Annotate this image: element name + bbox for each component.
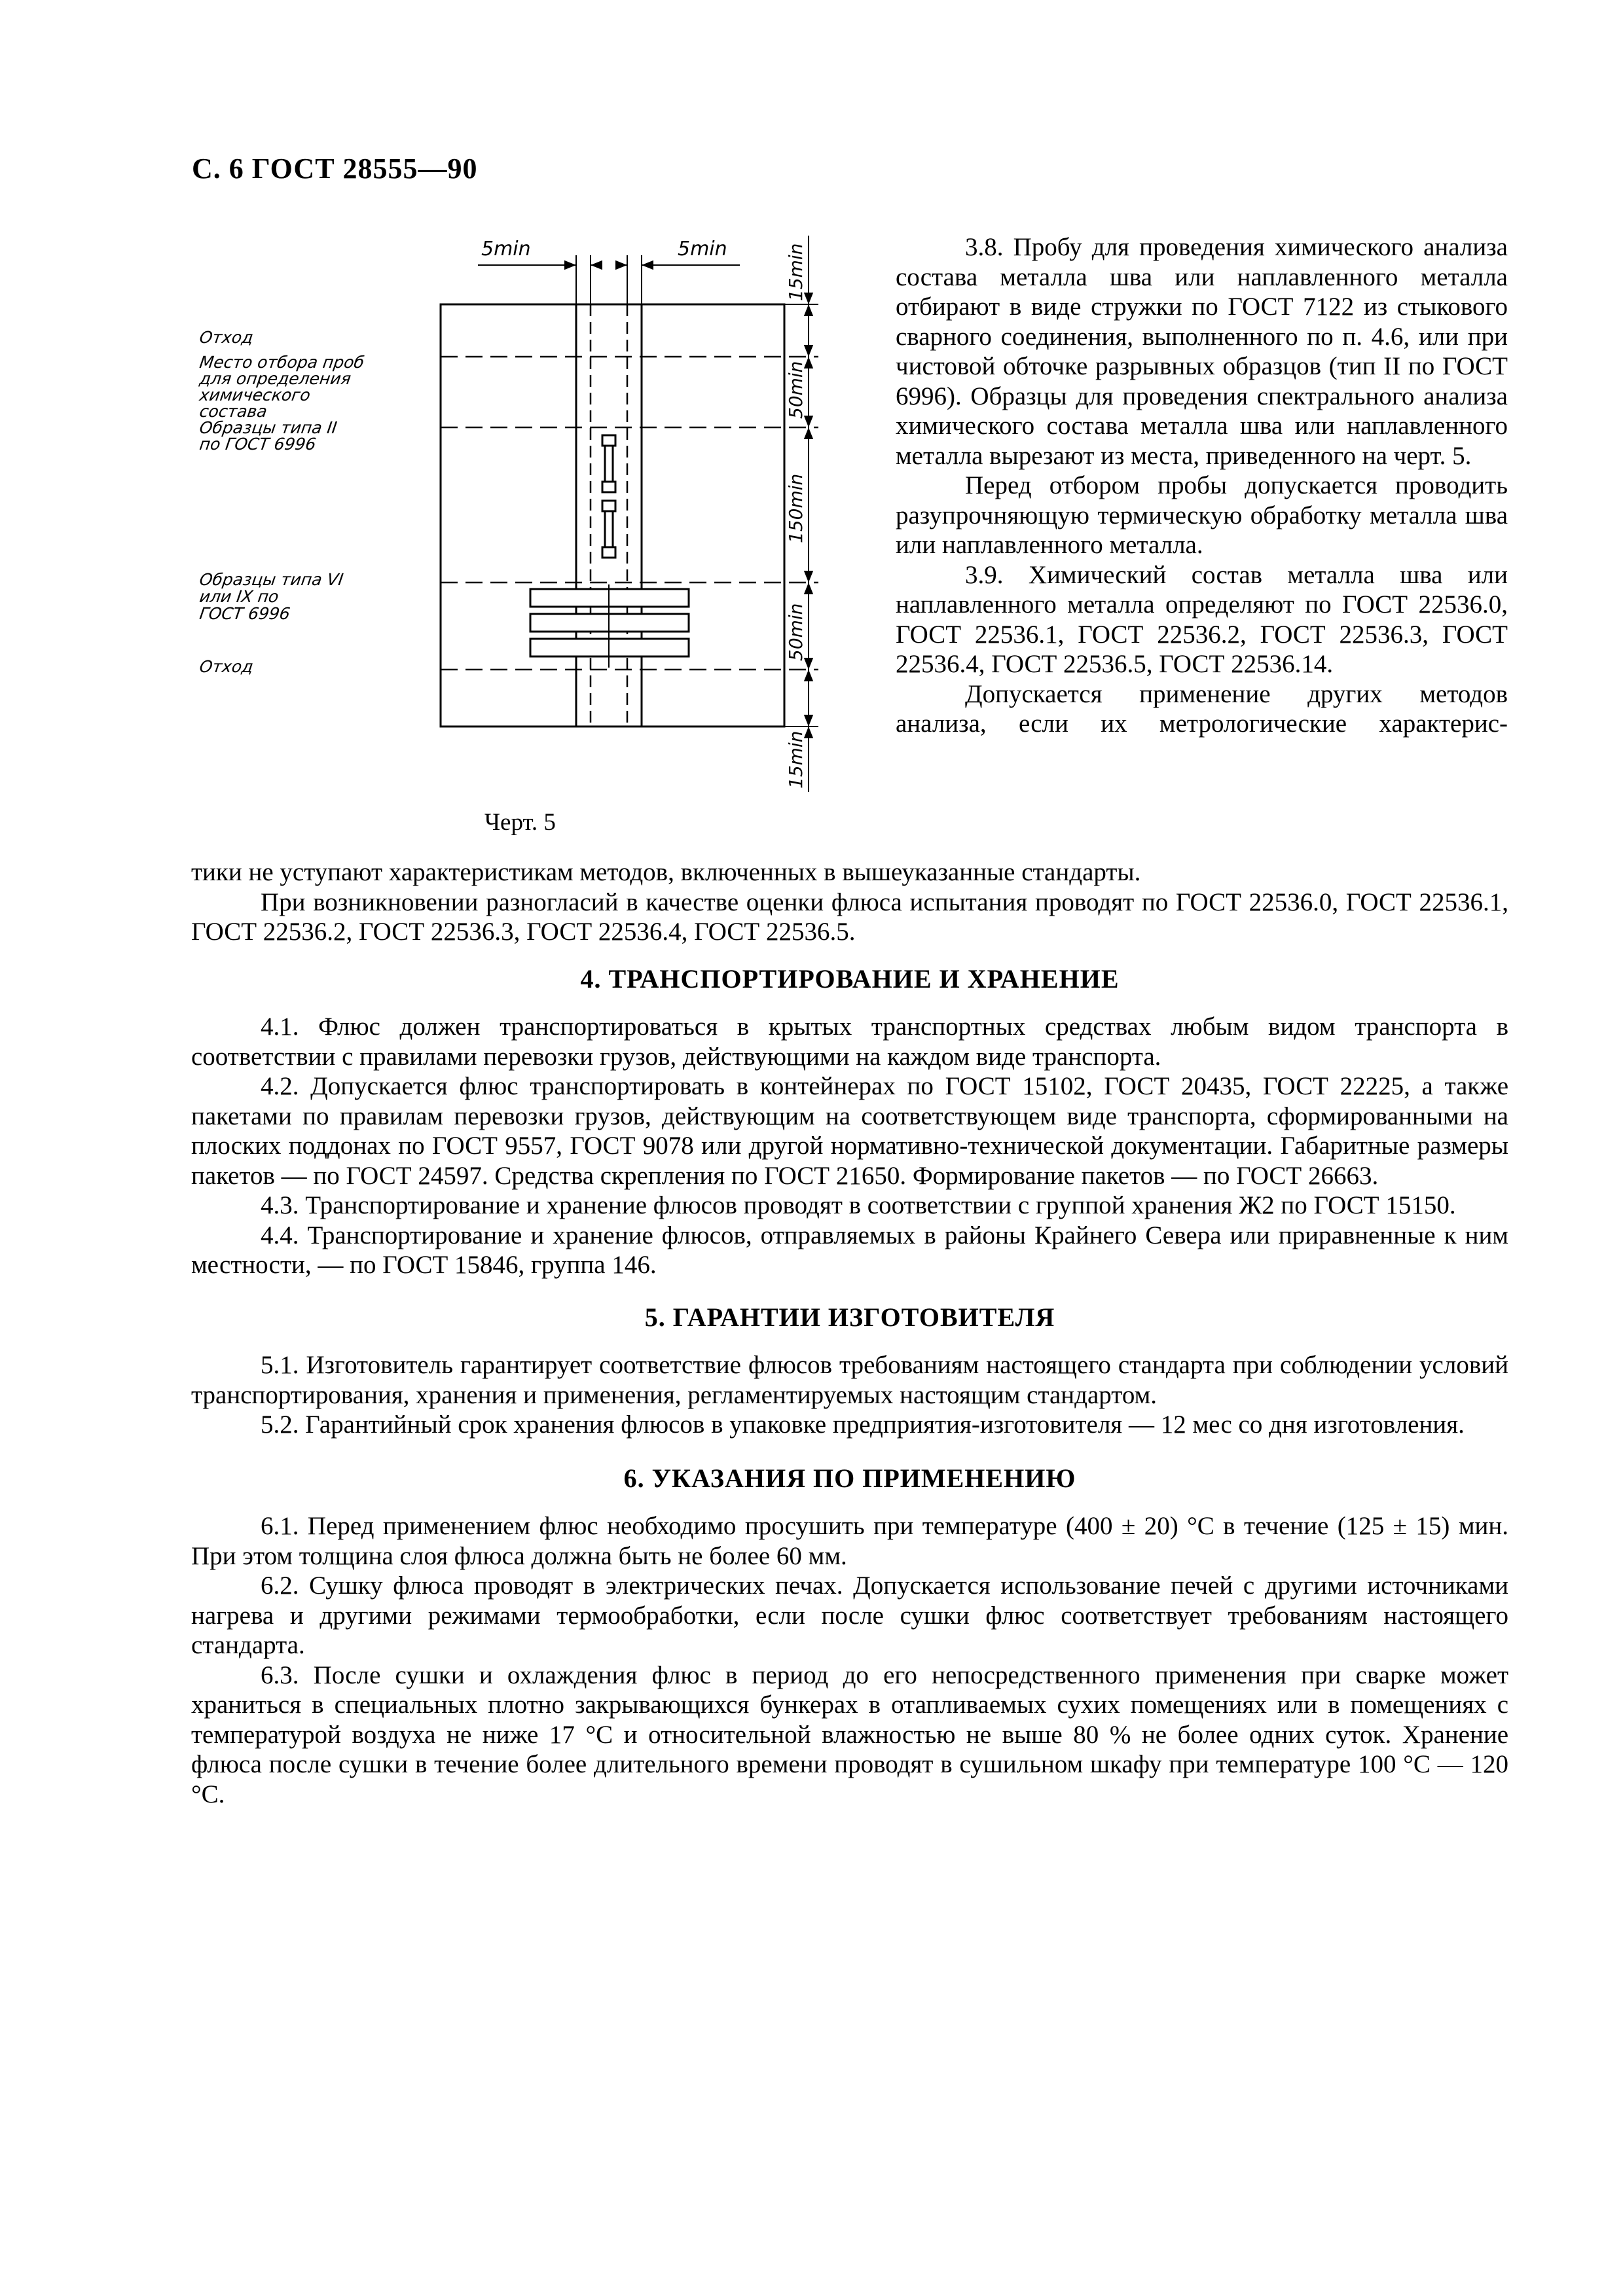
para-heat-treatment: Перед отбором пробы допускается проводить разупрочняющую термическую обработку металла шва или наплавленного металла.	[896, 471, 1508, 559]
para-dispute: При возникновении разногласий в качестве оценки флюса испытания проводят по ГОСТ 22536.0, ГОСТ 22536.1, ГОСТ 22536.2, ГОСТ 22536.3, ГОСТ 22536.4, ГОСТ 22536.5.	[191, 888, 1508, 946]
para-other-methods-end: тики не уступают характеристикам методов, включенных в вышеуказанные стандарты.	[191, 858, 1141, 886]
dim-v2: 50min	[785, 361, 807, 419]
dim-v4: 50min	[785, 603, 807, 661]
para-5-1: 5.1. Изготовитель гарантирует соответствие флюсов требованиям настоящего стандарта при соблюдении условий транспортирования, хранения и применения, регламентируемых настоящим стандартом.	[191, 1351, 1508, 1409]
label-type6-3: ГОСТ 6996	[198, 604, 291, 623]
para-6-2: 6.2. Сушку флюса проводят в электрических печах. Допускается использование печей с другими источниками нагрева и другими режимами термообработки, если после сушки флюс соответствует требованиям настоящего стандарта.	[191, 1571, 1508, 1659]
page-header: С. 6 ГОСТ 28555—90	[192, 152, 478, 185]
dim-top-right: 5min	[678, 238, 727, 260]
para-4-1: 4.1. Флюс должен транспортироваться в крытых транспортных средствах любым видом транспорта в соответствии с правилами перевозки грузов, действующими на каждом виде транспорта.	[191, 1013, 1508, 1071]
label-type2-1: Образцы типа II	[198, 418, 338, 437]
para-4-3: 4.3. Транспортирование и хранение флюсов проводят в соответствии с группой хранения Ж2 по ГОСТ 15150.	[261, 1191, 1456, 1219]
label-type6-1: Образцы типа VI	[198, 570, 345, 589]
para-6-1: 6.1. Перед применением флюс необходимо просушить при температуре (400 ± 20) °С в течение (125 ± 15) мин. При этом толщина слоя флюса должна быть не более 60 мм.	[191, 1512, 1508, 1570]
label-waste-top: Отход	[198, 328, 255, 347]
section-4-title: 4. ТРАНСПОРТИРОВАНИЕ И ХРАНЕНИЕ	[580, 963, 1120, 994]
main-body	[191, 857, 1508, 1809]
section-5-title: 5. ГАРАНТИИ ИЗГОТОВИТЕЛЯ	[644, 1302, 1055, 1332]
figure-caption: Черт. 5	[484, 809, 556, 836]
dim-v5: 15min	[785, 730, 807, 789]
drawing-svg	[190, 226, 877, 815]
para-3-9: 3.9. Химический состав металла шва или наплавленного металла определяют по ГОСТ 22536.0, ГОСТ 22536.1, ГОСТ 22536.2, ГОСТ 22536.3, ГОСТ 22536.4, ГОСТ 22536.5, ГОСТ 22536.14.	[896, 560, 1508, 678]
label-chem-place-4: состава	[198, 402, 268, 421]
para-6-3: 6.3. После сушки и охлаждения флюс в период до его непосредственного применения при сварке может храниться в специальных плотно закрывающихся бункерах в отапливаемых сухих помещениях или в помещениях с температурой воздуха не ниже 17 °С и относительной влажностью не выше 80 % не более одних суток. Хранение флюса после сушки в течение более длительного времени проводят в сушильном шкафу при температуре 100 °С — 120 °С.	[191, 1660, 1508, 1808]
drawing-figure-5	[190, 226, 877, 815]
label-chem-place-2: для определения	[198, 369, 352, 388]
specimen-type2	[602, 435, 615, 558]
para-4-2: 4.2. Допускается флюс транспортировать в контейнерах по ГОСТ 15102, ГОСТ 20435, ГОСТ 22225, а также пакетами по правилам перевозки грузов, действующим на соответствующем виде транспорта, сформированными на плоских поддонах по ГОСТ 9557, ГОСТ 9078 или другой нормативно-технической документации. Габаритные размеры пакетов — по ГОСТ 24597. Средства скрепления по ГОСТ 21650. Формирование пакетов — по ГОСТ 26663.	[191, 1072, 1508, 1190]
label-chem-place-3: химического	[198, 386, 312, 404]
para-5-2: 5.2. Гарантийный срок хранения флюсов в упаковке предприятия-изготовителя — 12 мес со дня изготовления.	[261, 1410, 1465, 1439]
label-type2-2: по ГОСТ 6996	[198, 435, 318, 454]
dim-top-left: 5min	[481, 238, 531, 260]
dim-v1: 15min	[785, 243, 807, 301]
para-3-8: 3.8. Пробу для проведения химического анализа состава металла шва или наплавленного металла отбирают в виде стружки по ГОСТ 7122 из стыкового сварного соединения, выполненного по п. 4.6, или при чистовой обточке разрывных образцов (тип II по ГОСТ 6996). Образцы для проведения спектрального анализа химического состава металла шва или наплавленного металла вырезают из места, приведенного на черт. 5.	[896, 233, 1508, 470]
dim-v3: 150min	[785, 473, 807, 543]
section-6-title: 6. УКАЗАНИЯ ПО ПРИМЕНЕНИЮ	[623, 1463, 1076, 1493]
right-column	[896, 232, 1508, 739]
label-chem-place-1: Место отбора проб	[198, 353, 366, 372]
label-waste-bottom: Отход	[198, 657, 255, 676]
para-other-methods-start: Допускается применение других методов анализа, если их метрологические характерис-	[896, 679, 1508, 738]
label-type6-2: или IX по	[198, 587, 280, 606]
para-4-4: 4.4. Транспортирование и хранение флюсов, отправляемых в районы Крайнего Севера или приравненные к ним местности, — по ГОСТ 15846, группа 146.	[191, 1221, 1508, 1279]
